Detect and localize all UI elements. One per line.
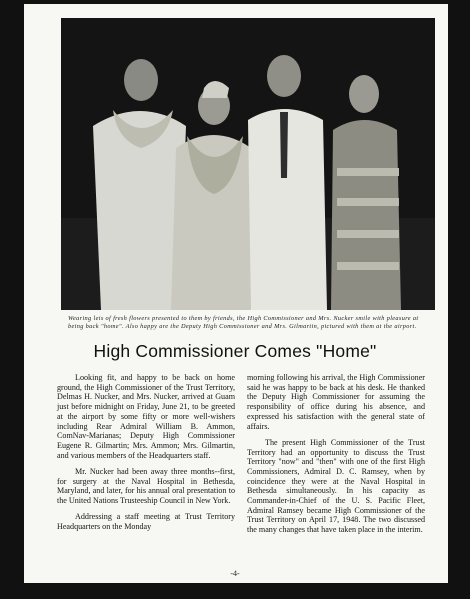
paragraph: The present High Commissioner of the Trust Territory had an opportunity to discuss the Trust Territory "now" and "then" with one of the first High Commissioners, Admiral D. C. Ramsey, when by coincidence they were at the Naval Hospital in Bethesda simultaneously. In his capacity as Commander-in-Chief of the U. S. Pacific Fleet, Admiral Ramsey became High Commissioner of the Trust Territory on April 17, 1948. The two discussed the many changes that have taken place in the interim. (247, 437, 425, 535)
photo-caption: Wearing leis of fresh flowers presented to them by friends, the High Commissioner and Mrs. Nucker smile with pleasure at being back "home". Also happy are the Deputy High Commissioner and Mrs. Gilmartin, pictured with them at the airport. (68, 315, 419, 331)
article-column-left (57, 373, 235, 538)
news-photo (61, 18, 435, 310)
paragraph: morning following his arrival, the High Commissioner said he was happy to be back at his desk. He thanked the Deputy High Commissioner for assuming the responsibility of office during his absence, and expressed his satisfaction with the general state of affairs. (247, 373, 425, 431)
paragraph: Looking fit, and happy to be back on home ground, the High Commissioner of the Trust Territory, Delmas H. Nucker, and Mrs. Nucker, arrived at Guam just before midnight on Friday, June 21, to be greeted at the airport by some fifty or more well-wishers including Rear Admiral William B. Ammon, ComNav-Marianas; Deputy High Commissioner Eugene R. Gilmartin; Mrs. Ammon; Mrs. Gilmartin, and various members of the Headquarters staff. (57, 373, 235, 460)
paragraph: Addressing a staff meeting at Trust Territory Headquarters on the Monday (57, 512, 235, 532)
article-headline: High Commissioner Comes "Home" (93, 341, 377, 361)
paragraph: Mr. Nucker had been away three months--first, for surgery at the Naval Hospital in Bethesda, Maryland, and later, for his annual oral presentation to the United Nations Trusteeship Council in New York. (57, 466, 235, 506)
article-column-right (247, 373, 425, 541)
photo-four-people-with-leis (61, 18, 435, 310)
page-number: -4- (230, 569, 240, 578)
